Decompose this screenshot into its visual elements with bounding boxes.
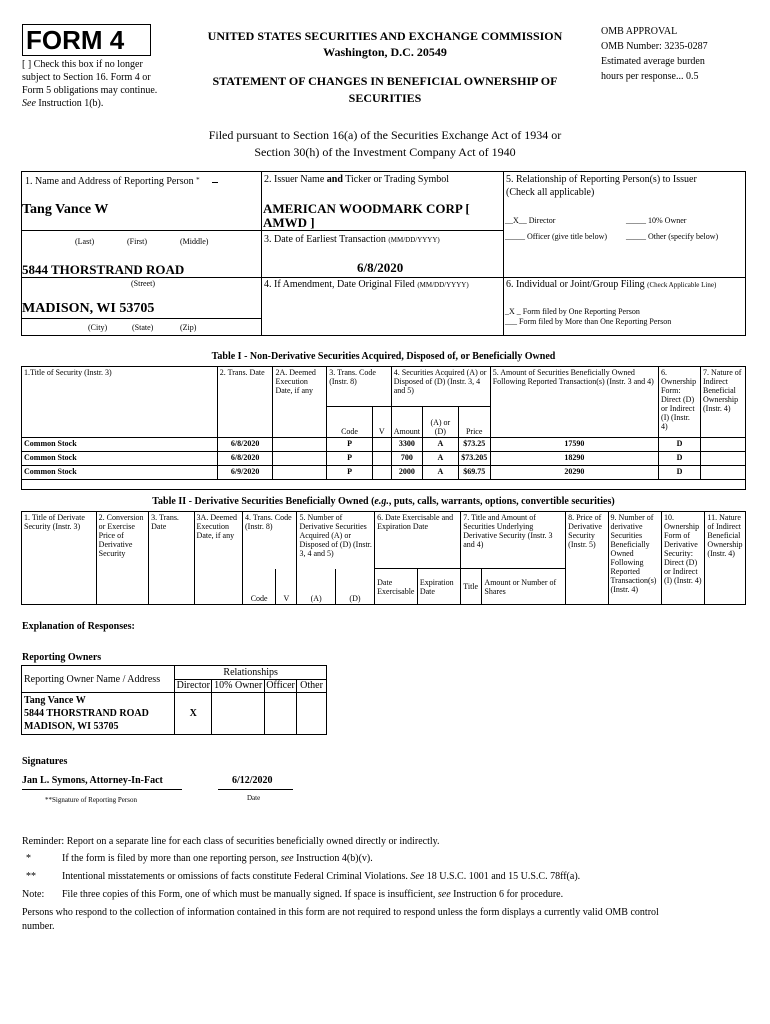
t1-row-nature: [701, 452, 746, 466]
box4-label: 4. If Amendment, Date Original Filed (MM/DD/YYYY): [264, 279, 469, 290]
form-title: FORM 4: [26, 25, 125, 55]
form-title-box: [22, 24, 151, 56]
signer-name: Jan L. Symons, Attorney-In-Fact: [22, 775, 163, 786]
omb-block: [601, 24, 761, 84]
reporting-owners-table: [21, 665, 327, 735]
box3-label: 3. Date of Earliest Transaction (MM/DD/YYYY): [264, 234, 440, 245]
state-label: (State): [132, 323, 154, 332]
signature-date: 6/12/2020: [232, 775, 273, 786]
t1-row-owned: 20290: [490, 466, 658, 480]
table2-title: Table II - Derivative Securities Beneficially Owned (e.g., puts, calls, warrants, options, convertible securities): [152, 496, 615, 507]
t2-col-number: 5. Number of Derivative Securities Acquired (A) or Disposed of (D) (Instr. 3, 4 and 5): [297, 512, 375, 569]
star-marker: *: [26, 853, 31, 864]
t2-col-title: 1. Title of Derivate Security (Instr. 3): [22, 512, 97, 605]
t1-row-form: D: [659, 466, 701, 480]
ten-pct-owner-checkbox[interactable]: _____ 10% Owner: [626, 216, 687, 225]
issuer-name-line2: AMWD ]: [263, 215, 315, 230]
ro-relationships: Relationships: [175, 666, 327, 680]
t1-row-code: P: [327, 452, 373, 466]
filed-by-one-option[interactable]: _X _ Form filed by One Reporting Person: [505, 307, 640, 316]
t1-row-price: $69.75: [458, 466, 490, 480]
last-label: (Last): [75, 237, 95, 246]
t2-sub-title: Title: [461, 569, 482, 605]
street-label: (Street): [131, 279, 155, 288]
reporting-person-name: Tang Vance W: [22, 202, 109, 217]
t1-row-ad: A: [422, 466, 458, 480]
t1-row-owned: 18290: [490, 452, 658, 466]
box5-label: 5. Relationship of Reporting Person(s) to Issuer (Check all applicable): [506, 174, 697, 198]
reporting-owners-heading: Reporting Owners: [22, 652, 102, 663]
t1-row-ad: A: [422, 438, 458, 452]
t2-sub-a: (A): [297, 569, 335, 605]
t1-row-deemed: [273, 438, 327, 452]
t1-row-form: D: [659, 438, 701, 452]
t1-sub-code: Code: [327, 407, 373, 438]
t2-sub-d: (D): [335, 569, 374, 605]
t2-col-conversion: 2. Conversion or Exercise Price of Derivative Security: [96, 512, 148, 605]
t2-col-price: 8. Price of Derivative Security (Instr. 5): [566, 512, 608, 605]
t2-col-trans-date: 3. Trans. Date: [149, 512, 194, 605]
t1-row-ad: A: [422, 452, 458, 466]
t1-row-form: D: [659, 452, 701, 466]
zip-label: (Zip): [180, 323, 197, 332]
other-checkbox[interactable]: _____ Other (specify below): [626, 232, 719, 241]
t1-col-acquired: 4. Securities Acquired (A) or Disposed of (D) (Instr. 3, 4 and 5): [391, 367, 490, 407]
t1-col-nature: 7. Nature of Indirect Beneficial Ownership (Instr. 4): [701, 367, 746, 438]
omb-approval: OMB APPROVAL: [601, 26, 678, 37]
t2-sub-code: Code: [242, 569, 275, 605]
t1-row-amount: 700: [391, 452, 422, 466]
earliest-transaction-date: 6/8/2020: [357, 260, 404, 275]
t2-sub-exp: Expiration Date: [417, 569, 460, 605]
t1-row-title: Common Stock: [22, 452, 218, 466]
signature-label: **Signature of Reporting Person: [45, 796, 137, 804]
t1-sub-amount: Amount: [391, 407, 422, 438]
t1-row-title: Common Stock: [22, 438, 218, 452]
ro-owner: Tang Vance W 5844 THORSTRAND ROAD MADISON, WI 53705: [22, 693, 175, 735]
middle-label: (Middle): [180, 237, 209, 246]
city-label: (City): [88, 323, 108, 332]
ro-other-cell: [297, 693, 327, 735]
check-box-text[interactable]: [ ] Check this box if no longer subject to Section 16. Form 4 or Form 5 obligations may continue. See Instruction 1(b).: [22, 59, 158, 109]
t1-col-trans-date: 2. Trans. Date: [217, 367, 273, 438]
t2-sub-amount: Amount or Number of Shares: [482, 569, 566, 605]
t1-row-nature: [701, 466, 746, 480]
table2: [21, 511, 746, 605]
t1-row-nature: [701, 438, 746, 452]
ro-officer-cell: [265, 693, 297, 735]
t1-col-title: 1.Title of Security (Instr. 3): [22, 367, 218, 438]
t1-row-code: P: [327, 466, 373, 480]
t1-col-deemed: 2A. Deemed Execution Date, if any: [273, 367, 327, 438]
t1-col-owned: 5. Amount of Securities Beneficially Owned Following Reported Transaction(s) (Instr. 3 and 4): [490, 367, 658, 438]
burden-line2: hours per response... 0.5: [601, 71, 699, 82]
ro-director-mark: X: [175, 693, 212, 735]
street-address: 5844 THORSTRAND ROAD: [22, 262, 185, 277]
filed-by-more-option[interactable]: ___ Form filed by More than One Reporting Person: [505, 317, 672, 326]
box2-label: 2. Issuer Name and Ticker or Trading Symbol: [264, 174, 450, 185]
filed-pursuant-line1: Filed pursuant to Section 16(a) of the Securities Exchange Act of 1934 or: [208, 128, 562, 142]
t1-sub-v: V: [372, 407, 391, 438]
reminder-text: Reminder: Report on a separate line for each class of securities beneficially owned directly or indirectly.: [22, 836, 440, 847]
t2-sub-v: V: [276, 569, 297, 605]
persons-text: Persons who respond to the collection of information contained in this form are not required to respond unless the form displays a currently valid OMB control number.: [22, 907, 659, 932]
omb-number: OMB Number: 3235-0287: [601, 41, 708, 52]
t1-row-price: $73.205: [458, 452, 490, 466]
explanation-heading: Explanation of Responses:: [22, 621, 135, 632]
agency-location: Washington, D.C. 20549: [323, 45, 447, 59]
t1-row-v: [372, 466, 391, 480]
statement-title: STATEMENT OF CHANGES IN BENEFICIAL OWNERSHIP OF SECURITIES: [212, 74, 558, 105]
issuer-name-line1: AMERICAN WOODMARK CORP [: [263, 201, 470, 216]
t2-col-underlying: 7. Title and Amount of Securities Underlying Derivative Security (Instr. 3 and 4): [461, 512, 566, 569]
city-state-zip: MADISON, WI 53705: [22, 301, 155, 316]
t2-col-number-owned: 9. Number of derivative Securities Beneficially Owned Following Reported Transaction(s) (Instr. 4): [608, 512, 661, 605]
t2-col-exercisable: 6. Date Exercisable and Expiration Date: [375, 512, 461, 569]
date-label: Date: [247, 794, 261, 802]
t1-row-date: 6/9/2020: [217, 466, 273, 480]
t1-row-deemed: [273, 452, 327, 466]
box6-label: 6. Individual or Joint/Group Filing (Check Applicable Line): [506, 279, 717, 290]
star-text: If the form is filed by more than one reporting person, see Instruction 4(b)(v).: [62, 853, 373, 864]
ro-col-officer: Officer: [266, 680, 295, 691]
ro-col-other: Other: [297, 680, 327, 693]
filed-pursuant-line2: Section 30(h) of the Investment Company Act of 1940: [254, 145, 516, 159]
t1-row-date: 6/8/2020: [217, 438, 273, 452]
t1-sub-aord: (A) or (D): [422, 407, 458, 438]
t1-row-owned: 17590: [490, 438, 658, 452]
t1-row-v: [372, 452, 391, 466]
t1-col-form: 6. Ownership Form: Direct (D) or Indirect (I) (Instr. 4): [659, 367, 701, 438]
table1-title: Table I - Non-Derivative Securities Acquired, Disposed of, or Beneficially Owned: [211, 351, 556, 362]
t1-row-amount: 3300: [391, 438, 422, 452]
t1-row-amount: 2000: [391, 466, 422, 480]
t2-col-form: 10. Ownership Form of Derivative Security: Direct (D) or Indirect (I) (Instr. 4): [662, 512, 705, 605]
director-checkbox[interactable]: __X__ Director: [505, 216, 556, 225]
dstar-marker: **: [26, 871, 36, 882]
table-row: [22, 438, 746, 452]
ro-col-name: Reporting Owner Name / Address: [22, 666, 175, 693]
table-row: [22, 693, 327, 735]
ro-ten-pct-cell: [212, 693, 265, 735]
box1-label: 1. Name and Address of Reporting Person *: [25, 176, 200, 187]
t1-row-code: P: [327, 438, 373, 452]
t2-col-deemed: 3A. Deemed Execution Date, if any: [194, 512, 242, 605]
dstar-text: Intentional misstatements or omissions of facts constitute Federal Criminal Violations. See 18 U.S.C. 1001 and 15 U.S.C. 78ff(a).: [62, 871, 581, 882]
agency-name: UNITED STATES SECURITIES AND EXCHANGE COMMISSION: [207, 29, 563, 43]
t1-row-date: 6/8/2020: [217, 452, 273, 466]
first-label: (First): [127, 237, 147, 246]
t1-row-deemed: [273, 466, 327, 480]
t2-col-code: 4. Trans. Code (Instr. 8): [242, 512, 296, 569]
table1: [21, 366, 746, 480]
t1-row-title: Common Stock: [22, 466, 218, 480]
t2-col-nature: 11. Nature of Indirect Beneficial Ownership (Instr. 4): [705, 512, 746, 605]
note-text: File three copies of this Form, one of which must be manually signed. If space is insufficient, see Instruction 6 for procedure.: [62, 889, 564, 900]
signatures-heading: Signatures: [22, 756, 68, 767]
t2-sub-date-ex: Date Exercisable: [375, 569, 418, 605]
t1-row-price: $73.25: [458, 438, 490, 452]
table-row: [22, 452, 746, 466]
ro-col-director: Director: [176, 680, 210, 691]
ro-col-ten-pct: 10% Owner: [212, 680, 265, 693]
officer-checkbox[interactable]: _____ Officer (give title below): [505, 232, 608, 241]
t1-col-code: 3. Trans. Code (Instr. 8): [327, 367, 392, 407]
t1-row-v: [372, 438, 391, 452]
note-marker: Note:: [22, 889, 45, 900]
t1-sub-price: Price: [458, 407, 490, 438]
table-row: [22, 466, 746, 480]
burden-line1: Estimated average burden: [601, 56, 705, 67]
